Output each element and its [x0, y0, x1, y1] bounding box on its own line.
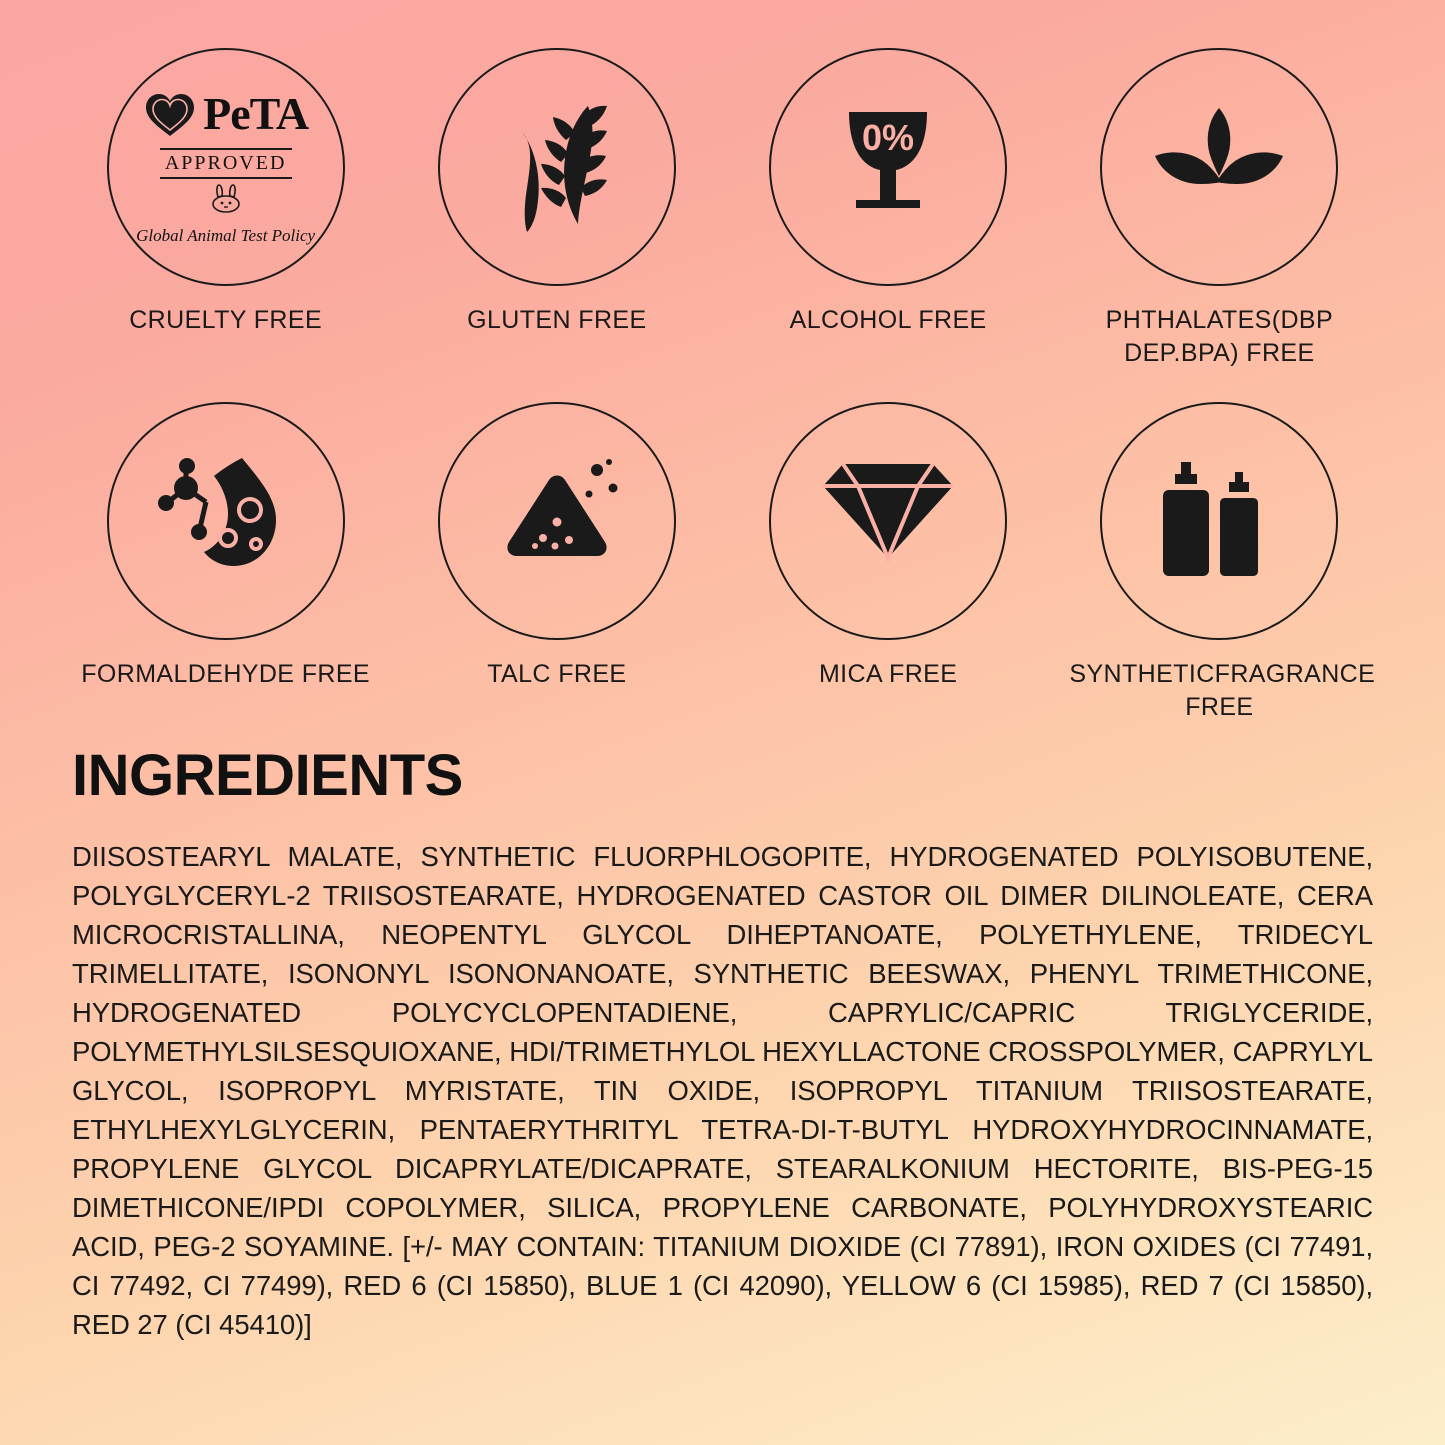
- ingredients-section: [0, 724, 1445, 1344]
- wheat-icon: [482, 92, 632, 242]
- badge-cruelty-free: [60, 48, 391, 370]
- badge-formaldehyde-free: [60, 376, 391, 724]
- peta-policy-text: Global Animal Test Policy: [136, 226, 316, 245]
- fragrance-bottles-icon: [1139, 446, 1299, 596]
- bunny-icon: [126, 183, 326, 217]
- badge-circle: [107, 48, 345, 286]
- badge-phthalates-free: [1054, 48, 1385, 370]
- peta-approved-text: APPROVED: [160, 148, 292, 179]
- badge-label: ALCOHOL FREE: [789, 306, 987, 334]
- powder-pile-icon: [477, 446, 637, 596]
- badge-gluten-free: [391, 48, 722, 370]
- ingredients-heading: INGREDIENTS: [72, 743, 463, 808]
- leaves-icon: [1139, 92, 1299, 242]
- badge-circle: [107, 402, 345, 640]
- badge-circle: [769, 402, 1007, 640]
- zero-percent-text: 0%: [862, 117, 915, 158]
- badge-alcohol-free: [723, 48, 1054, 370]
- badge-circle: [438, 48, 676, 286]
- badge-circle: [438, 402, 676, 640]
- badge-label: PHTHALATES(DBP DEP.BPA) FREE: [1105, 306, 1334, 367]
- badge-label: TALC FREE: [487, 660, 627, 688]
- diamond-icon: [803, 446, 973, 596]
- badge-label: GLUTEN FREE: [467, 306, 647, 334]
- badge-label: FORMALDEHYDE FREE: [81, 660, 371, 688]
- badge-circle: [1100, 402, 1338, 640]
- badge-talc-free: [391, 376, 722, 724]
- wine-glass-zero-percent-icon: [813, 92, 963, 242]
- badge-circle: [769, 48, 1007, 286]
- badge-label: CRUELTY FREE: [129, 306, 323, 334]
- badge-circle: [1100, 48, 1338, 286]
- badge-label: SYNTHETICFRAGRANCE FREE: [1069, 660, 1376, 721]
- ingredients-text: DIISOSTEARYL MALATE, SYNTHETIC FLUORPHLOGOPITE, HYDROGENATED POLYISOBUTENE, POLYGLYCERYL-2 TRIISOSTEARATE, HYDROGENATED CASTOR OIL DIMER DILINOLEATE, CERA MICROCRISTALLINA, NEOPENTYL GLYCOL DIHEPTANOATE, POLYETHYLENE, TRIDECYL TRIMELLITATE, ISONONYL ISONONANOATE, SYNTHETIC BEESWAX, PHENYL TRIMETHICONE, HYDROGENATED POLYCYCLOPENTADIENE, CAPRYLIC/CAPRIC TRIGLYCERIDE, POLYMETHYLSILSESQUIOXANE, HDI/TRIMETHYLOL HEXYLLACTONE CROSSPOLYMER, CAPRYLYL GLYCOL, ISOPROPYL MYRISTATE, TIN OXIDE, ISOPROPYL TITANIUM TRIISOSTEARATE, ETHYLHEXYLGLYCERIN, PENTAERYTHRITYL TETRA-DI-T-BUTYL HYDROXYHYDROCINNAMATE, PROPYLENE GLYCOL DICAPRYLATE/DICAPRATE, STEARALKONIUM HECTORITE, BIS-PEG-15 DIMETHICONE/IPDI COPOLYMER, SILICA, PROPYLENE CARBONATE, POLYHYDROXYSTEARIC ACID, PEG-2 SOYAMINE. [+/- MAY CONTAIN: TITANIUM DIOXIDE (CI 77891), IRON OXIDES (CI 77491, CI 77492, CI 77499), RED 6 (CI 15850), BLUE 1 (CI 42090), YELLOW 6 (CI 15985), RED 7 (CI 15850), RED 27 (CI 45410)]: [72, 840, 1373, 1341]
- badge-synthetic-fragrance-free: [1054, 376, 1385, 724]
- badge-label: MICA FREE: [818, 660, 958, 688]
- peta-approved-icon: [126, 90, 326, 244]
- molecule-droplet-icon: [146, 446, 306, 596]
- badge-mica-free: [723, 376, 1054, 724]
- peta-wordmark: PeTA: [203, 88, 309, 139]
